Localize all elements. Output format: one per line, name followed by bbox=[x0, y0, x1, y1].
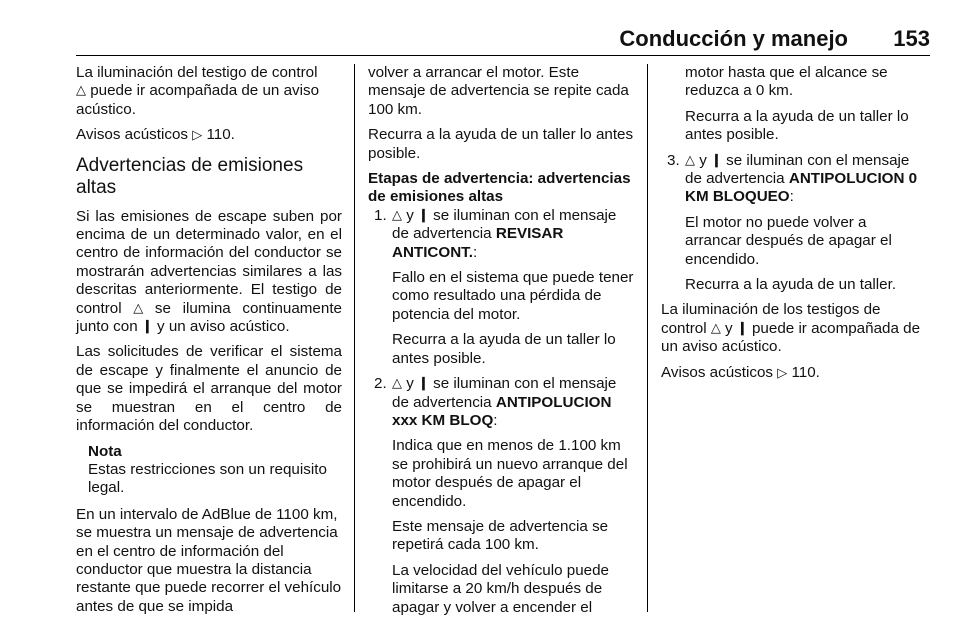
item-paragraph: Este mensaje de advertencia se repetirá cada 100 km. bbox=[392, 517, 609, 554]
warning-icon: △ bbox=[685, 151, 695, 167]
text: : bbox=[789, 188, 794, 206]
text: Avisos acústicos bbox=[76, 126, 193, 144]
text: puede ir acompañada de un aviso acústico. bbox=[661, 319, 921, 356]
paragraph: volver a arrancar el motor. Este mensaje de advertencia se repite cada 100 km. bbox=[368, 64, 629, 118]
item-number: 3. bbox=[667, 151, 680, 169]
item-number: 2. bbox=[374, 375, 387, 393]
paragraph: Recurra a la ayuda de un taller lo antes posible. bbox=[368, 126, 634, 162]
page-reference: 110. bbox=[787, 363, 820, 381]
paragraph: Las solicitudes de verificar el sistema de escape y finalmente el anuncio de que se impedirá el arranque del motor se muestran en el centro de información del conductor. bbox=[76, 343, 342, 435]
text: La iluminación de los testigos de control bbox=[661, 301, 881, 337]
wrench-icon: ❙ bbox=[141, 318, 153, 334]
list-item bbox=[368, 375, 634, 617]
column-divider bbox=[647, 64, 648, 612]
list-item bbox=[368, 207, 634, 368]
page-header bbox=[0, 0, 960, 58]
text: y bbox=[402, 375, 419, 393]
item-text bbox=[392, 207, 634, 262]
text: se iluminan con el mensaje de advertencia bbox=[392, 375, 617, 411]
wrench-icon: ❙ bbox=[736, 319, 748, 335]
item-paragraph: motor hasta que el alcance se reduzca a 0 km. bbox=[685, 64, 888, 100]
warning-icon: △ bbox=[392, 206, 402, 222]
text: puede ir acompañada de un aviso acústico. bbox=[76, 82, 320, 118]
list-item bbox=[661, 152, 927, 295]
paragraph bbox=[76, 208, 342, 337]
text: : bbox=[493, 411, 498, 429]
header-rule bbox=[76, 55, 930, 56]
paragraph bbox=[76, 126, 342, 144]
paragraph bbox=[661, 364, 927, 382]
text: y un aviso acústico. bbox=[152, 318, 290, 336]
text: se iluminan con el mensaje de advertencia bbox=[392, 206, 617, 243]
warning-message: ANTIPOLUCION 0 KM BLOQUEO bbox=[685, 170, 918, 206]
column-2 bbox=[368, 64, 634, 624]
warning-icon: △ bbox=[392, 375, 402, 391]
column-3 bbox=[661, 64, 927, 389]
subheading: Etapas de advertencia: advertencias de emisiones altas bbox=[368, 170, 631, 206]
page-number: 153 bbox=[893, 26, 930, 51]
item-paragraph: Recurra a la ayuda de un taller lo antes posible. bbox=[685, 107, 909, 144]
item-paragraph: La velocidad del vehículo puede limitarse a 20 km/h después de apagar y volver a encender el bbox=[392, 561, 610, 616]
text: y bbox=[402, 206, 419, 224]
note-text: Estas restricciones son un requisito legal. bbox=[88, 460, 327, 497]
note-box bbox=[88, 443, 342, 498]
arrow-icon: ▷ bbox=[192, 127, 203, 143]
warning-message: ANTIPOLUCION xxx KM BLOQ bbox=[392, 393, 612, 429]
wrench-icon: ❙ bbox=[418, 206, 429, 222]
text: se iluminan con el mensaje de advertencia bbox=[685, 151, 910, 188]
section-title: Conducción y manejo bbox=[619, 26, 848, 51]
paragraph: En un intervalo de AdBlue de 1100 km, se muestra un mensaje de advertencia en el centro de información del conductor que muestra la distancia restante que puede recorrer el vehículo antes de que se impida bbox=[76, 505, 342, 615]
warning-icon: △ bbox=[133, 299, 144, 315]
text: y bbox=[720, 319, 737, 337]
text: : bbox=[473, 243, 478, 261]
arrow-icon: ▷ bbox=[777, 364, 788, 380]
item-paragraph: Indica que en menos de 1.100 km se prohibirá un nuevo arranque del motor después de apagar el encendido. bbox=[392, 437, 628, 510]
paragraph bbox=[76, 64, 342, 119]
section-heading: Advertencias de emisiones altas bbox=[76, 154, 304, 198]
item-number: 1. bbox=[374, 206, 387, 224]
text: Avisos acústicos bbox=[661, 363, 778, 381]
page-reference: 110. bbox=[202, 126, 235, 144]
text: La iluminación del testigo de control bbox=[76, 64, 318, 81]
item-paragraph: Recurra a la ayuda de un taller. bbox=[685, 276, 897, 294]
warning-icon: △ bbox=[76, 82, 86, 98]
paragraph bbox=[661, 301, 927, 356]
item-text bbox=[392, 375, 634, 430]
note-label: Nota bbox=[88, 442, 122, 460]
text: Si las emisiones de escape suben por encima de un determinado valor, en el centro de información del conductor se mostrarán advertencias similares a las descritas anteriormente. El testigo de control bbox=[76, 207, 342, 317]
warning-message: REVISAR ANTICONT. bbox=[392, 225, 564, 261]
text: y bbox=[695, 151, 712, 169]
column-1 bbox=[76, 64, 342, 623]
item-text bbox=[685, 152, 927, 207]
wrench-icon: ❙ bbox=[418, 375, 429, 391]
warning-icon: △ bbox=[710, 319, 721, 335]
text: se ilumina continuamente junto con bbox=[76, 299, 342, 336]
item-paragraph: Fallo en el sistema que puede tener como resultado una pérdida de potencia del motor. bbox=[392, 269, 634, 323]
item-paragraph: Recurra a la ayuda de un taller lo antes posible. bbox=[392, 331, 616, 367]
item-paragraph: El motor no puede volver a arrancar después de apagar el encendido. bbox=[685, 213, 892, 268]
wrench-icon: ❙ bbox=[711, 151, 722, 167]
column-divider bbox=[354, 64, 355, 612]
